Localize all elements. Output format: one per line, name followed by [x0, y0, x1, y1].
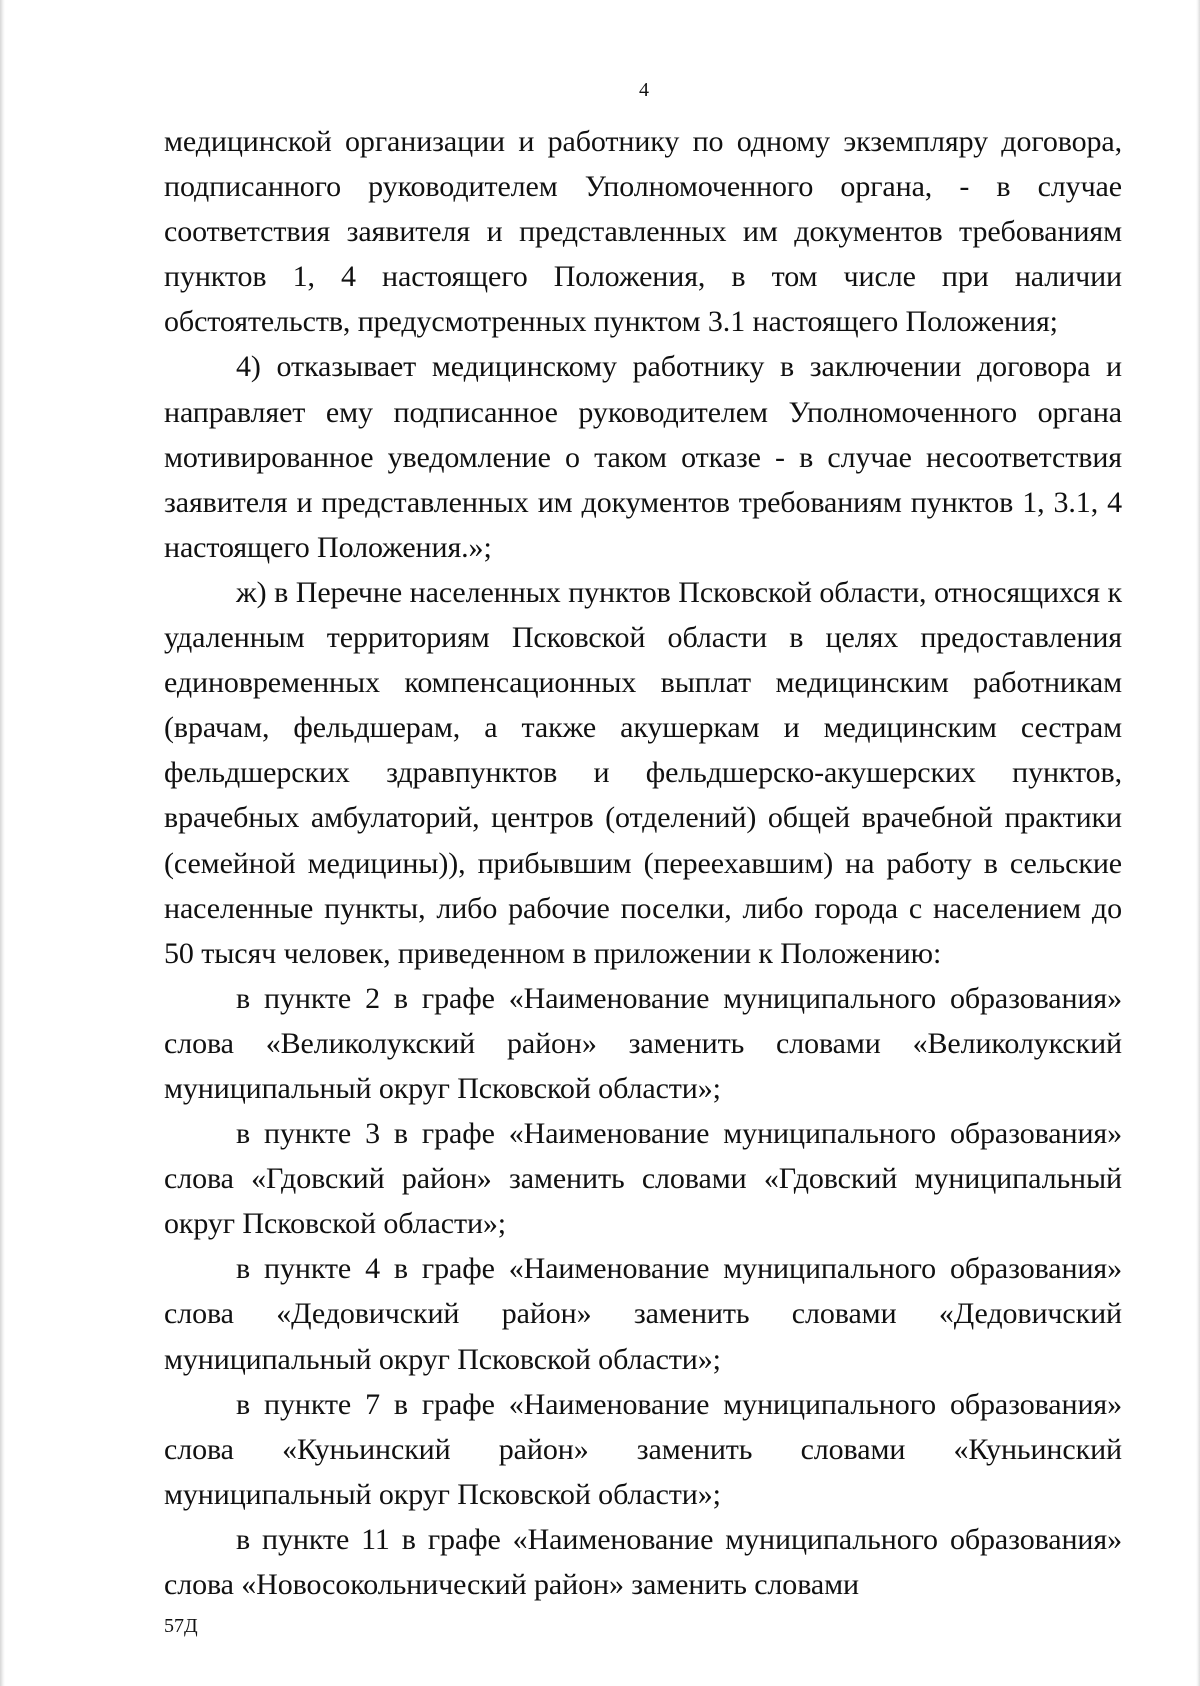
paragraph-item-zh: ж) в Перечне населенных пунктов Псковской области, относящихся к удаленным территориям Псковской области в целях предоставления единовременных компенсационных выплат медицинским работникам (врачам, фельдшерам, а также акушеркам и медицинским сестрам фельдшерских здравпунктов и фельдшерско-акушерских пунктов, врачебных амбулаторий, центров (отделений) общей врачебной практики (семейной медицины)), прибывшим (переехавшим) на работу в сельские населенные пункты, либо рабочие поселки, либо города с населением до 50 тысяч человек, приведенном в приложении к Положению: [164, 575, 1122, 970]
paragraph-point-7: в пункте 7 в графе «Наименование муниципального образования» слова «Куньинский район» заменить словами «Куньинский муниципальный округ Псковской области»; [164, 1387, 1122, 1511]
page-number: 4 [639, 79, 649, 101]
footer-document-code: 57Д [164, 1615, 198, 1637]
scan-edge-left [0, 0, 5, 1686]
paragraph-point-2: в пункте 2 в графе «Наименование муниципального образования» слова «Великолукский район» заменить словами «Великолукский муниципальный округ Псковской области»; [164, 981, 1122, 1105]
paragraph-item-4: 4) отказывает медицинскому работнику в заключении договора и направляет ему подписанное руководителем Уполномоченного органа мотивированное уведомление о таком отказе - в случае несоответствия заявителя и представленных им документов требованиям пунктов 1, 3.1, 4 настоящего Положения.»; [164, 350, 1122, 564]
paragraph-point-4: в пункте 4 в графе «Наименование муниципального образования» слова «Дедовичский район» заменить словами «Дедовичский муниципальный округ Псковской области»; [164, 1252, 1122, 1376]
scan-edge-right [1196, 0, 1200, 1686]
paragraph-continuation: медицинской организации и работнику по одному экземпляру договора, подписанного руководителем Уполномоченного органа, - в случае соответствия заявителя и представленных им документов требованиям пунктов 1, 4 настоящего Положения, в том числе при наличии обстоятельств, предусмотренных пунктом 3.1 настоящего Положения; [164, 125, 1122, 339]
document-body [164, 119, 1122, 1607]
paragraph-point-3: в пункте 3 в графе «Наименование муниципального образования» слова «Гдовский район» заменить словами «Гдовский муниципальный округ Псковской области»; [164, 1117, 1122, 1241]
paragraph-point-11: в пункте 11 в графе «Наименование муниципального образования» слова «Новосокольнический район» заменить словами [164, 1522, 1122, 1601]
